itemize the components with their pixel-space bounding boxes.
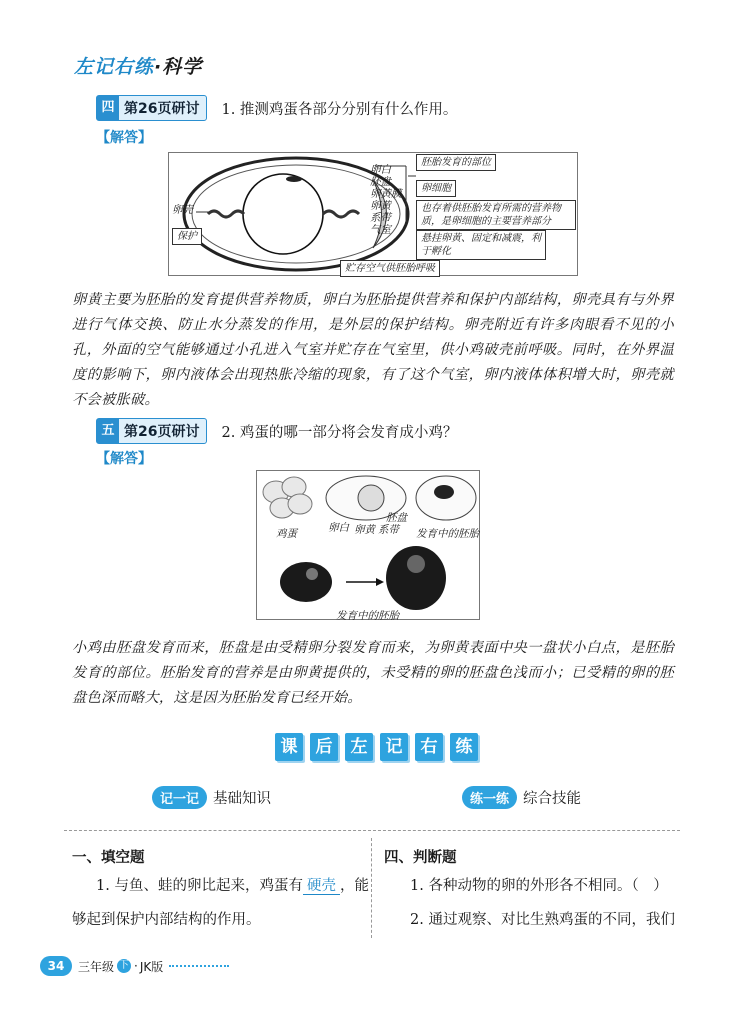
section5-heading [96, 418, 457, 444]
label-yolk-membrane: 卵黄膜 [370, 188, 402, 200]
basic-knowledge-label [152, 786, 271, 809]
answer-tag: 【解答】 [96, 130, 152, 146]
banner-char: 记 [380, 733, 408, 761]
banner-char: 右 [415, 733, 443, 761]
header-sep: · [154, 56, 163, 78]
skills-label [462, 786, 581, 809]
answer-paragraph-2: 小鸡由胚盘发育而来，胚盘是由受精卵分裂发育而来，为卵黄表面中央一盘状小白点，是胚胎发育的部位。胚胎发育的营养是由卵黄提供的，未受精的卵的胚盘色浅而小；已受精的卵的胚盘色深而略大，这是因为胚胎发育已经开始。 [72, 640, 674, 706]
judge-q2: 2. 通过观察、对比生熟鸡蛋的不同，我们 [410, 912, 675, 928]
column-divider [371, 838, 372, 938]
true-false-heading: 四、判断题 [384, 850, 457, 866]
box-yolk-membrane-fn: 卵细胞 [416, 180, 456, 197]
label-yolk2: 卵黄 [354, 524, 375, 536]
label-embryo: 发育中的胚胎 [336, 610, 399, 622]
label-chalaza: 系带 [370, 212, 391, 224]
label-eggs: 鸡蛋 [276, 528, 297, 540]
box-protect: 保护 [172, 228, 202, 245]
embryo-diagram [256, 470, 480, 620]
divider [64, 830, 680, 831]
subject: 科学 [162, 56, 203, 78]
header-title [74, 52, 202, 79]
label-disc: 胚盘 [386, 512, 407, 524]
practice-pill: 练一练 [462, 786, 517, 809]
grade-text: 三年级 [78, 959, 115, 974]
egg-structure-diagram [168, 152, 578, 276]
fill-q1-line2: 够起到保护内部结构的作用。 [72, 912, 261, 928]
judge-q1: 1. 各种动物的卵的外形各不相同。（ ） [410, 878, 668, 894]
label-white: 卵白 [328, 522, 349, 534]
brand: 左记右练 [74, 56, 155, 78]
remember-pill: 记一记 [152, 786, 207, 809]
basic-knowledge-text: 基础知识 [213, 791, 272, 807]
question-text: 1. 推测鸡蛋各部分分别有什么作用。 [221, 101, 458, 118]
fill-in-heading: 一、填空题 [72, 850, 145, 866]
section-badge [96, 95, 207, 121]
skills-text: 综合技能 [523, 791, 582, 807]
section4-heading [96, 95, 457, 121]
banner-char: 课 [275, 733, 303, 761]
label-shell: 卵壳 [172, 204, 193, 216]
page-footer: 34 三年级 下 · JK版 [40, 956, 229, 976]
embryo-diagram-svg [256, 470, 480, 620]
edition-text: JK版 [139, 959, 164, 974]
banner-char: 练 [450, 733, 478, 761]
after-class-banner [275, 733, 478, 761]
box-yolk-fn: 也存着供胚胎发育所需的营养物质，是卵细胞的主要营养部分 [416, 200, 576, 230]
question-text: 2. 鸡蛋的哪一部分将会发育成小鸡？ [221, 424, 458, 441]
badge-number: 四 [97, 96, 119, 120]
box-air-fn: 贮存空气供胚胎呼吸 [340, 260, 440, 277]
answer-paragraph-1: 卵黄主要为胚胎的发育提供营养物质，卵白为胚胎提供营养和保护内部结构，卵壳具有与外界进行气体交换、防止水分蒸发的作用，是外层的保护结构。卵壳附近有许多肉眼看不见的小孔，外面的空气能够通过小孔进入气室并贮存在气室里，供小鸡破壳前呼吸。同时，在外界温度的影响下，卵内液体会出现热胀冷缩的现象，有了这个气室，卵内液体体积增大时，卵壳就不会被胀破。 [72, 292, 674, 408]
fill-q1-text-end: ，能 [339, 878, 369, 894]
label-blastodisc: 胚盘 [370, 176, 391, 188]
answer-tag: 【解答】 [96, 451, 152, 467]
fill-q1-text: 1. 与鱼、蛙的卵比起来，鸡蛋有 [96, 878, 303, 894]
page-number: 34 [40, 956, 72, 976]
box-develop-site: 胚胎发育的部位 [416, 154, 496, 171]
term-badge: 下 [119, 960, 130, 971]
label-yolk: 卵黄 [370, 200, 391, 212]
label-air-cell: 气室 [370, 224, 391, 236]
badge-text: 第26页研讨 [124, 101, 200, 117]
fill-q1-line1 [96, 870, 369, 902]
footer-dotline [169, 965, 229, 967]
banner-char: 左 [345, 733, 373, 761]
badge-number: 五 [97, 419, 119, 443]
label-developing: 发育中的胚胎 [416, 528, 479, 540]
label-chalaza2: 系带 [378, 524, 399, 536]
badge-text: 第26页研讨 [124, 424, 200, 440]
label-egg-white: 卵白 [370, 164, 391, 176]
banner-char: 后 [310, 733, 338, 761]
box-chalaza-fn: 悬挂卵黄、固定和减震，利于孵化 [416, 230, 546, 260]
section-badge [96, 418, 207, 444]
fill-answer-blank: 硬壳 [303, 878, 340, 895]
